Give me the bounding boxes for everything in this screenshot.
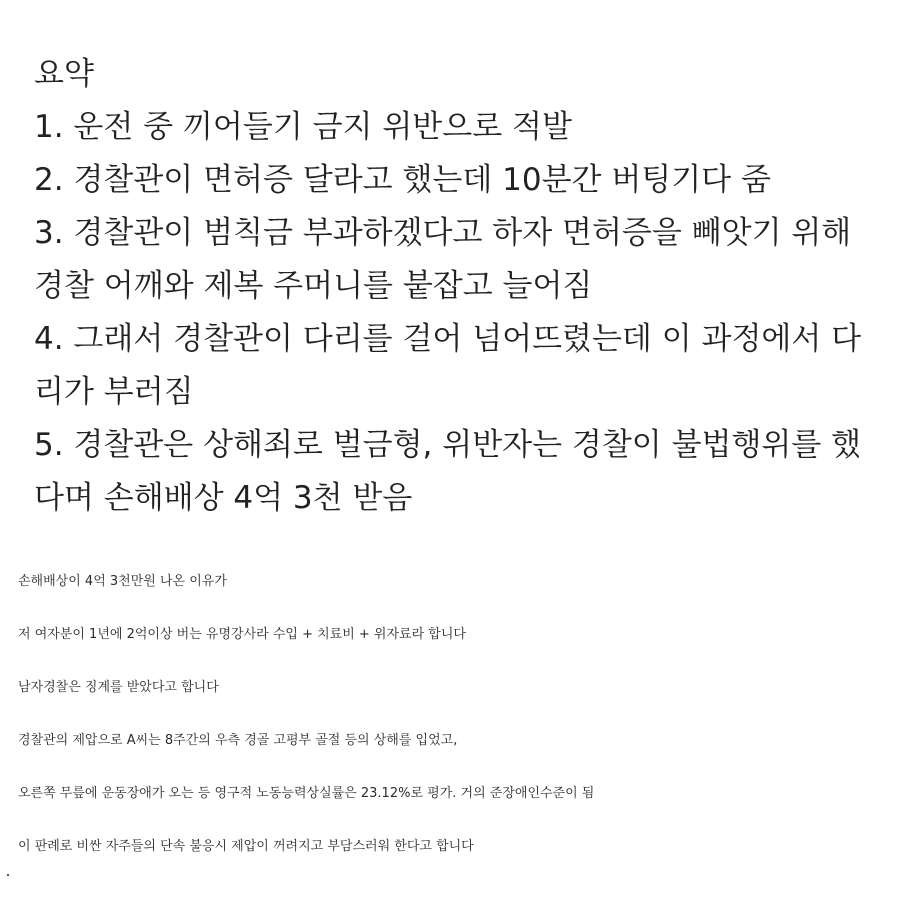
summary-line-3-continued: 경찰 어깨와 제복 주머니를 붙잡고 늘어짐 [34, 268, 593, 304]
note-line-5: 오른쪽 무릎에 운동장애가 오는 등 영구적 노동능력상실률은 23.12%로 평가. 거의 준장애인수준이 됨 [18, 786, 595, 801]
note-line-3: 남자경찰은 징계를 받았다고 합니다 [18, 680, 219, 695]
summary-line-2: 2. 경찰관이 면허증 달라고 했는데 10분간 버팅기다 줌 [34, 162, 771, 198]
note-line-4: 경찰관의 제압으로 A씨는 8주간의 우측 경골 고평부 골절 등의 상해를 입었고, [18, 733, 458, 748]
note-line-1: 손해배상이 4억 3천만원 나온 이유가 [18, 574, 227, 589]
note-line-2: 저 여자분이 1년에 2억이상 버는 유명강사라 수입 + 치료비 + 위자료라 합니다 [18, 627, 466, 642]
summary-line-4: 4. 그래서 경찰관이 다리를 걸어 넘어뜨렸는데 이 과정에서 다 [34, 321, 862, 357]
summary-line-5-continued: 다며 손해배상 4억 3천 받음 [34, 480, 413, 516]
summary-line-3: 3. 경찰관이 범칙금 부과하겠다고 하자 면허증을 빼앗기 위해 [34, 215, 852, 251]
summary-title: 요약 [34, 56, 94, 92]
stray-dot [7, 874, 9, 876]
summary-line-4-continued: 리가 부러짐 [34, 374, 194, 410]
summary-line-5: 5. 경찰관은 상해죄로 벌금형, 위반자는 경찰이 불법행위를 했 [34, 427, 862, 463]
note-line-6: 이 판례로 비싼 자주들의 단속 불응시 제압이 꺼려지고 부담스러워 한다고 합니다 [18, 839, 474, 854]
summary-section [34, 48, 894, 525]
summary-line-1: 1. 운전 중 끼어들기 금지 위반으로 적발 [34, 109, 572, 145]
notes-section [18, 574, 898, 892]
